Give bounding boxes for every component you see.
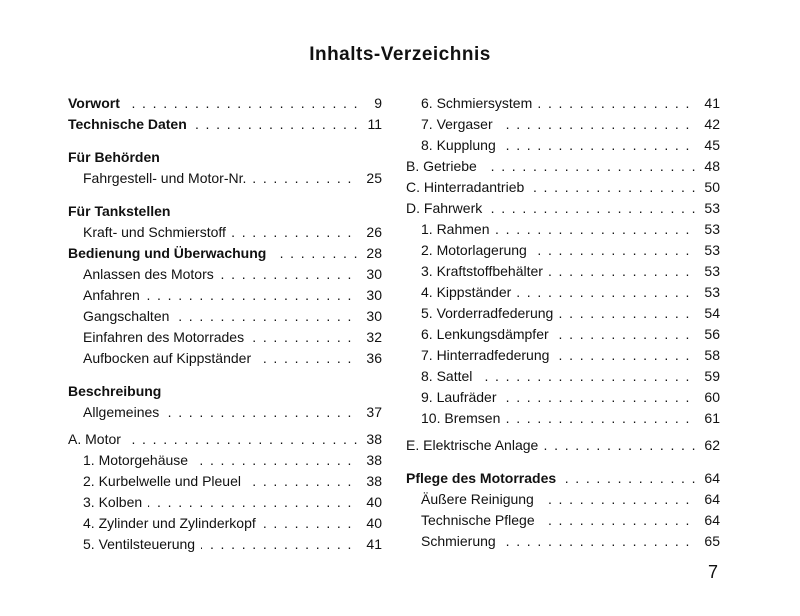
toc-entry-page: 30 — [358, 264, 382, 285]
toc-entry-label: 5. Vorderradfederung — [421, 305, 559, 321]
toc-entry-page: 50 — [696, 177, 720, 198]
toc-entry-label: 6. Schmiersystem — [421, 95, 538, 111]
page-number: 7 — [707, 562, 718, 582]
toc-entry-page: 54 — [696, 303, 720, 324]
toc-entry-label: Anlassen des Motors — [83, 266, 220, 282]
toc-entry-label: Kraft- und Schmierstoff — [83, 224, 232, 240]
toc-entry — [406, 198, 720, 219]
toc-entry — [421, 240, 720, 261]
toc-entry-page: 30 — [358, 285, 382, 306]
toc-entry — [83, 450, 382, 471]
toc-entry-label: Allgemeines — [83, 404, 165, 420]
toc-entry-page: 38 — [358, 450, 382, 471]
toc-entry — [406, 468, 720, 489]
toc-section-heading — [68, 381, 382, 402]
toc-entry-label: 3. Kolben — [83, 494, 148, 510]
toc-entry-label: Beschreibung — [68, 383, 167, 399]
toc-entry-label: A. Motor — [68, 431, 127, 447]
toc-entry — [421, 324, 720, 345]
toc-entry-page: 40 — [358, 513, 382, 534]
toc-left-column — [68, 93, 382, 555]
toc-entry — [421, 387, 720, 408]
toc-entry-page: 53 — [696, 240, 720, 261]
toc-entry — [421, 489, 720, 510]
toc-entry-page: 26 — [358, 222, 382, 243]
toc-entry-label: Für Tankstellen — [68, 203, 176, 219]
toc-entry — [83, 402, 382, 423]
toc-section-heading — [68, 147, 382, 168]
toc-entry-page: 64 — [696, 510, 720, 531]
toc-entry — [406, 156, 720, 177]
toc-entry — [83, 471, 382, 492]
toc-entry — [83, 306, 382, 327]
toc-entry — [83, 168, 382, 189]
toc-entry-page: 65 — [696, 531, 720, 552]
toc-entry — [421, 93, 720, 114]
toc-entry-page: 36 — [358, 348, 382, 369]
toc-entry — [406, 177, 720, 198]
toc-entry — [421, 408, 720, 429]
toc-entry-page: 41 — [358, 534, 382, 555]
toc-entry-page: 38 — [358, 471, 382, 492]
toc-entry — [83, 327, 382, 348]
toc-entry-page: 40 — [358, 492, 382, 513]
toc-entry-page: 59 — [696, 366, 720, 387]
toc-entry-page: 62 — [696, 435, 720, 456]
toc-entry-page: 58 — [696, 345, 720, 366]
toc-entry-page: 53 — [696, 219, 720, 240]
toc-entry — [83, 492, 382, 513]
page-title: Inhalts-Verzeichnis — [309, 44, 491, 65]
toc-entry-label: 1. Rahmen — [421, 221, 495, 237]
toc-entry — [83, 222, 382, 243]
toc-entry — [421, 135, 720, 156]
toc-entry — [83, 264, 382, 285]
toc-entry-label: Gangschalten — [83, 308, 175, 324]
toc-entry — [421, 219, 720, 240]
toc-entry-label: 2. Motorlagerung — [421, 242, 533, 258]
toc-entry-page: 37 — [358, 402, 382, 423]
toc-entry-label: Technische Pflege — [421, 512, 541, 528]
toc-entry-label: Pflege des Motorrades — [406, 470, 562, 486]
toc-entry-label: 3. Kraftstoffbehälter — [421, 263, 549, 279]
toc-entry-page: 28 — [358, 243, 382, 264]
toc-entry-page: 53 — [696, 198, 720, 219]
toc-entry-label: 2. Kurbelwelle und Pleuel — [83, 473, 247, 489]
toc-entry — [421, 510, 720, 531]
toc-entry — [406, 435, 720, 456]
toc-entry — [83, 285, 382, 306]
toc-entry-page: 53 — [696, 261, 720, 282]
toc-entry-label: Technische Daten — [68, 116, 193, 132]
toc-entry-label: 7. Hinterradfederung — [421, 347, 555, 363]
toc-entry — [421, 531, 720, 552]
toc-entry-page: 45 — [696, 135, 720, 156]
toc-entry — [421, 261, 720, 282]
toc-entry-label: 8. Sattel — [421, 368, 478, 384]
toc-entry-label: 1. Motorgehäuse — [83, 452, 194, 468]
toc-entry-label: 9. Laufräder — [421, 389, 503, 405]
toc-entry — [421, 114, 720, 135]
toc-entry — [421, 282, 720, 303]
toc-entry-label: B. Getriebe — [406, 158, 483, 174]
toc-entry — [83, 513, 382, 534]
toc-entry-page: 53 — [696, 282, 720, 303]
toc-entry-label: Fahrgestell- und Motor-Nr. — [83, 170, 252, 186]
toc-entry-page: 61 — [696, 408, 720, 429]
toc-entry-page: 56 — [696, 324, 720, 345]
toc-entry-label: 8. Kupplung — [421, 137, 502, 153]
toc-entry-label: 4. Kippständer — [421, 284, 517, 300]
toc-entry — [68, 243, 382, 264]
toc-entry — [68, 429, 382, 450]
toc-entry-label: Aufbocken auf Kippständer — [83, 350, 257, 366]
toc-entry-page: 60 — [696, 387, 720, 408]
toc-section-heading — [68, 201, 382, 222]
toc-entry-page: 25 — [358, 168, 382, 189]
toc-entry — [68, 93, 382, 114]
toc-entry-page: 42 — [696, 114, 720, 135]
toc-entry-label: Vorwort — [68, 95, 126, 111]
toc-entry — [68, 114, 382, 135]
toc-entry-page: 64 — [696, 468, 720, 489]
toc-entry-label: 4. Zylinder und Zylinderkopf — [83, 515, 262, 531]
toc-entry — [83, 534, 382, 555]
toc-entry-page: 32 — [358, 327, 382, 348]
toc-entry-label: C. Hinterradantrieb — [406, 179, 530, 195]
toc-entry-page: 41 — [696, 93, 720, 114]
toc-entry-label: Einfahren des Motorrades — [83, 329, 250, 345]
toc-entry-label: E. Elektrische Anlage — [406, 437, 544, 453]
toc-entry-label: Bedienung und Überwachung — [68, 245, 272, 261]
toc-entry-label: Schmierung — [421, 533, 502, 549]
toc-right-column — [406, 93, 720, 552]
toc-entry-page: 30 — [358, 306, 382, 327]
toc-entry-page: 9 — [358, 93, 382, 114]
toc-entry-page: 48 — [696, 156, 720, 177]
toc-entry-label: Anfahren — [83, 287, 146, 303]
toc-entry — [421, 345, 720, 366]
toc-entry — [421, 303, 720, 324]
toc-entry-page: 64 — [696, 489, 720, 510]
toc-entry-label: 10. Bremsen — [421, 410, 506, 426]
toc-entry — [83, 348, 382, 369]
toc-entry-label: D. Fahrwerk — [406, 200, 488, 216]
toc-entry-label: 6. Lenkungsdämpfer — [421, 326, 555, 342]
toc-entry-page: 11 — [358, 114, 382, 135]
toc-entry-label: 5. Ventilsteuerung — [83, 536, 201, 552]
toc-entry-label: Für Behörden — [68, 149, 166, 165]
toc-entry — [421, 366, 720, 387]
toc-entry-page: 38 — [358, 429, 382, 450]
toc-entry-label: Äußere Reinigung — [421, 491, 540, 507]
toc-entry-label: 7. Vergaser — [421, 116, 499, 132]
